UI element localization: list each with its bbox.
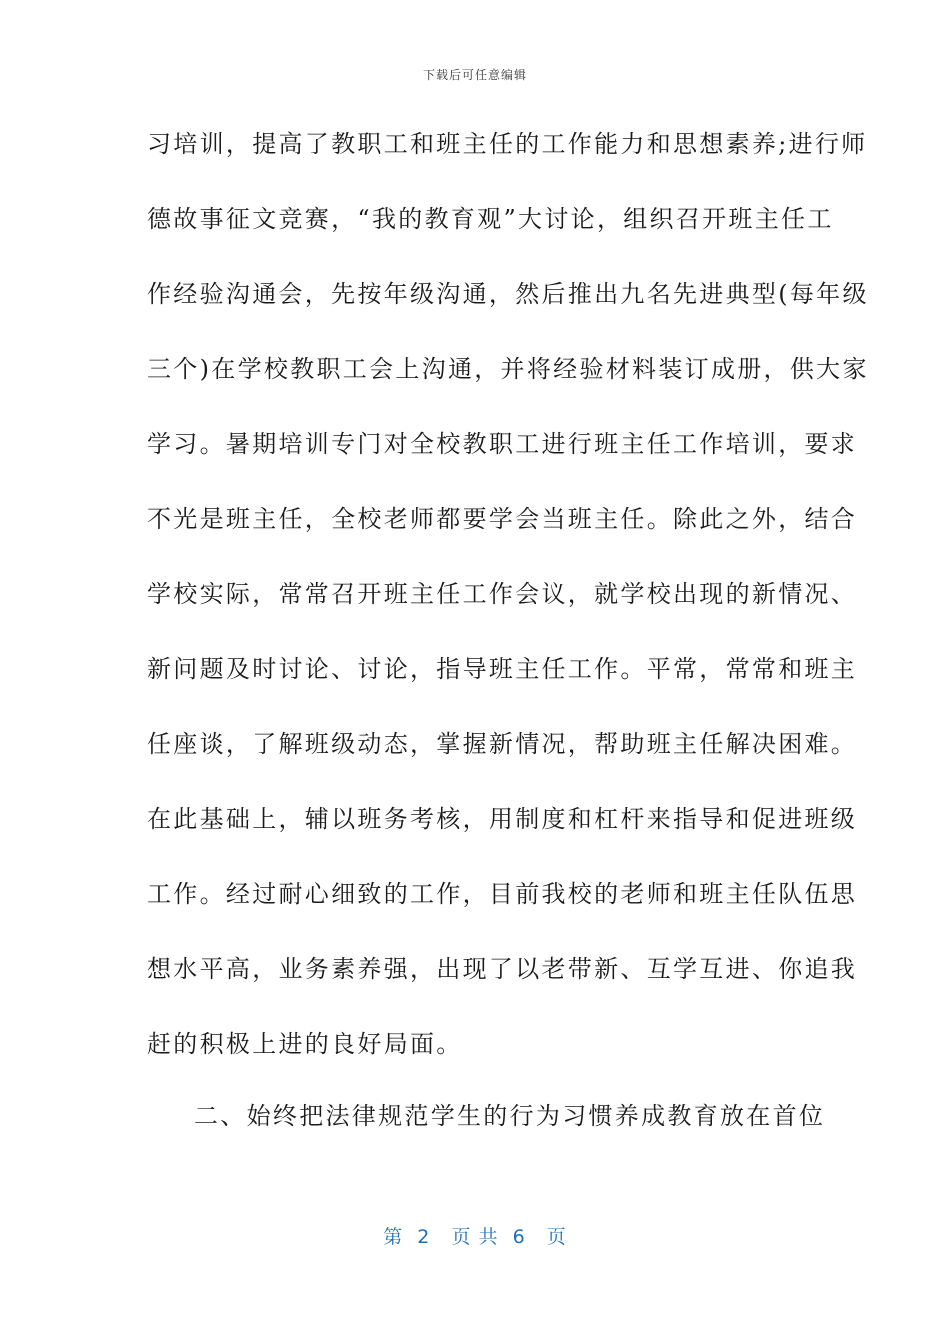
paragraph-line: 德故事征文竞赛，“我的教育观”大讨论，组织召开班主任工 [147,205,834,233]
paragraph-line: 三个)在学校教职工会上沟通，并将经验材料装订成册，供大家 [147,355,869,383]
paragraph-line: 想水平高，业务素养强，出现了以老带新、互学互进、你追我 [147,955,858,983]
section-heading: 二、始终把法律规范学生的行为习惯养成教育放在首位 [194,1102,826,1130]
page-number-footer: 第 2 页 共 6 页 [383,1226,567,1248]
paragraph-line: 习培训，提高了教职工和班主任的工作能力和思想素养;进行师 [147,130,868,158]
paragraph-line: 不光是班主任，全校老师都要学会当班主任。除此之外，结合 [147,505,858,533]
body-paragraph [147,122,869,1097]
paragraph-line: 工作。经过耐心细致的工作，目前我校的老师和班主任队伍思 [147,880,858,908]
paragraph-line: 任座谈，了解班级动态，掌握新情况，帮助班主任解决困难。 [147,730,858,758]
paragraph-line: 作经验沟通会，先按年级沟通，然后推出九名先进典型(每年级 [147,280,869,308]
paragraph-line: 赶的积极上进的良好局面。 [147,1030,463,1058]
header-note: 下载后可任意编辑 [422,68,527,82]
paragraph-line: 在此基础上，辅以班务考核，用制度和杠杆来指导和促进班级 [147,805,858,833]
paragraph-line: 新问题及时讨论、讨论，指导班主任工作。平常，常常和班主 [147,655,858,683]
paragraph-line: 学习。暑期培训专门对全校教职工进行班主任工作培训，要求 [147,430,858,458]
paragraph-line: 学校实际，常常召开班主任工作会议，就学校出现的新情况、 [147,580,858,608]
